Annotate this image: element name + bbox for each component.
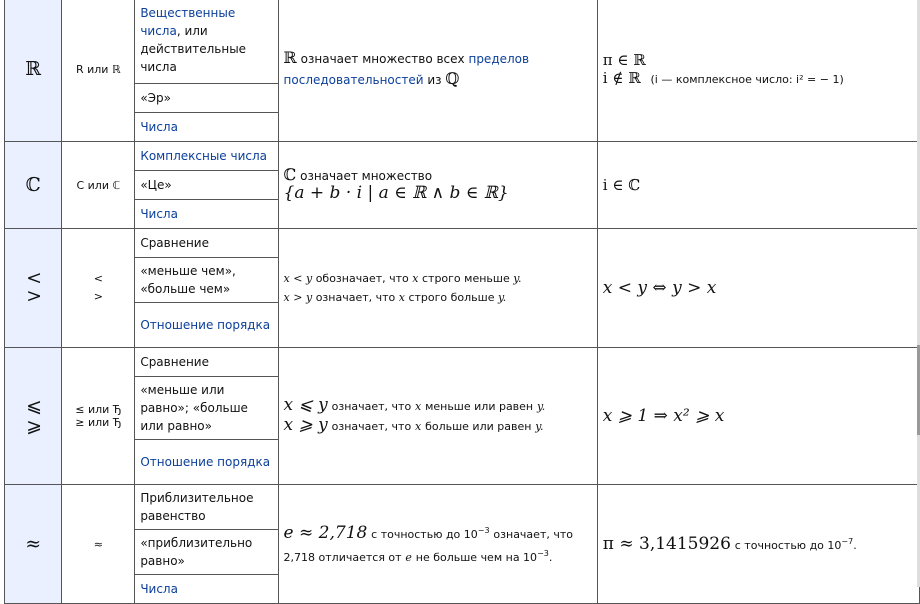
tex-leq: ≤ или Ђ — [75, 403, 122, 416]
tex-approx: ≈ — [93, 537, 103, 551]
explain-text: означает множество — [300, 169, 433, 183]
explain-cell — [278, 0, 597, 142]
explain-var: x < y — [283, 272, 313, 285]
explain-var: x — [412, 272, 419, 285]
explain-text: с точностью до 10 — [371, 528, 478, 541]
symbol-cell — [5, 348, 62, 485]
name-pronunciation: «меньше чем», «больше чем» — [140, 264, 236, 296]
tex-cell — [62, 0, 135, 142]
link-complex-numbers[interactable]: Комплексные числа — [140, 149, 267, 163]
link-sequence-limits[interactable]: пределов последовательностей — [283, 52, 530, 87]
example-text: с точностью до 10 — [734, 539, 842, 552]
symbol-less-greater: < > — [26, 267, 43, 307]
explain-symbol: ℝ — [283, 48, 297, 67]
explain-text: строго больше — [408, 291, 495, 304]
symbol-cell — [5, 0, 62, 142]
link-category-numbers[interactable]: Числа — [140, 120, 178, 134]
explain-text: означает, что — [331, 420, 412, 433]
tex-cell — [62, 485, 135, 604]
explain-text: меньше или равен — [425, 400, 534, 413]
explain-exponent: −3 — [537, 549, 549, 558]
example-formula: i ∈ ℂ — [602, 176, 641, 194]
explain-cell — [278, 229, 597, 348]
explain-symbol: ℂ — [283, 165, 297, 184]
explain-var: x > y — [283, 291, 313, 304]
example-cell — [597, 0, 919, 142]
name-approx-equality: Приблизительное равенство — [140, 491, 254, 523]
example-cell — [597, 348, 919, 485]
explain-var: e — [405, 551, 412, 564]
example-formula: π ≈ 3,1415926 — [602, 534, 731, 554]
explain-symbol: ℚ — [445, 69, 460, 88]
name-cell — [135, 171, 278, 200]
math-symbols-table — [4, 0, 920, 604]
name-cell — [135, 348, 278, 377]
name-pronunciation: «Це» — [140, 178, 172, 192]
explain-cell — [278, 348, 597, 485]
name-cell — [135, 377, 278, 440]
tex-geq: ≥ или Ђ — [75, 416, 122, 429]
example-cell — [597, 485, 919, 604]
explain-var: y. — [536, 400, 546, 413]
name-cell — [135, 142, 278, 171]
example-text: . — [853, 539, 857, 552]
symbol-cell — [5, 485, 62, 604]
symbol-cell — [5, 142, 62, 229]
explain-cell — [278, 485, 597, 604]
example-formula: i ∉ ℝ — [602, 69, 641, 87]
example-exponent: −7 — [841, 537, 854, 546]
explain-text: обозначает, что — [315, 272, 409, 285]
name-cell — [135, 303, 278, 348]
name-comparison: Сравнение — [140, 355, 209, 369]
example-formula: x ⩾ 1 ⇒ x² ⩾ x — [602, 406, 725, 426]
explain-formula: x ⩽ y — [283, 395, 328, 415]
explain-text: больше или равен — [425, 420, 532, 433]
tex-cell — [62, 348, 135, 485]
tex-complex: C или ℂ — [76, 178, 121, 192]
explain-text: означает, что 2,718 отличается от — [283, 528, 573, 564]
explain-text: . — [548, 551, 553, 564]
example-cell — [597, 229, 919, 348]
name-comparison: Сравнение — [140, 236, 209, 250]
link-order-relation[interactable]: Отношение порядка — [140, 318, 271, 332]
name-cell — [135, 258, 278, 303]
explain-exponent: −3 — [477, 526, 490, 535]
explain-var: y. — [498, 291, 507, 304]
symbol-complex: ℂ — [25, 174, 41, 196]
name-text: , или действительные числа — [140, 24, 247, 74]
explain-text: означает, что — [315, 291, 396, 304]
name-cell — [135, 440, 278, 485]
example-cell — [597, 142, 919, 229]
tex-cell — [62, 229, 135, 348]
link-order-relation[interactable]: Отношение порядка — [140, 455, 271, 469]
link-category-numbers[interactable]: Числа — [140, 582, 178, 596]
explain-cell — [278, 142, 597, 229]
example-note: (i — комплексное число: i² = − 1) — [650, 73, 844, 86]
name-cell — [135, 530, 278, 575]
tex-real: R или ℝ — [75, 62, 121, 76]
explain-formula: e ≈ 2,718 — [283, 523, 368, 543]
explain-formula: {a + b · i | a ∈ ℝ ∧ b ∈ ℝ} — [283, 183, 509, 203]
symbol-leq-geq: ⩽ ⩾ — [26, 394, 43, 437]
name-pronunciation: «меньше или равно»; «больше или равно» — [140, 383, 248, 433]
symbol-approx: ≈ — [25, 533, 42, 555]
link-real-numbers[interactable]: Вещественные числа — [140, 6, 236, 38]
tex-cell — [62, 142, 135, 229]
name-cell — [135, 575, 278, 604]
name-cell — [135, 84, 278, 113]
name-cell — [135, 0, 278, 84]
name-cell — [135, 485, 278, 530]
name-pronunciation: «Эр» — [140, 91, 171, 105]
name-pronunciation: «приблизительно равно» — [140, 536, 253, 568]
explain-text: из — [427, 73, 442, 87]
explain-text: не больше чем на 10 — [415, 551, 538, 564]
explain-var: x — [415, 400, 422, 413]
symbol-cell — [5, 229, 62, 348]
explain-text: строго меньше — [421, 272, 510, 285]
explain-formula: x ⩾ y — [283, 415, 328, 435]
example-formula: π ∈ ℝ — [602, 51, 646, 69]
explain-var: y. — [513, 272, 522, 285]
name-cell — [135, 113, 278, 142]
explain-text: означает множество всех — [300, 52, 465, 66]
tex-less-greater: < > — [93, 272, 103, 303]
symbol-real: ℝ — [25, 58, 42, 80]
name-cell — [135, 229, 278, 258]
explain-var: x — [398, 291, 405, 304]
name-cell — [135, 200, 278, 229]
example-formula: x < y ⇔ y > x — [602, 278, 717, 298]
explain-var: y. — [535, 420, 544, 433]
link-category-numbers[interactable]: Числа — [140, 207, 178, 221]
explain-var: x — [415, 420, 422, 433]
explain-text: означает, что — [331, 400, 412, 413]
